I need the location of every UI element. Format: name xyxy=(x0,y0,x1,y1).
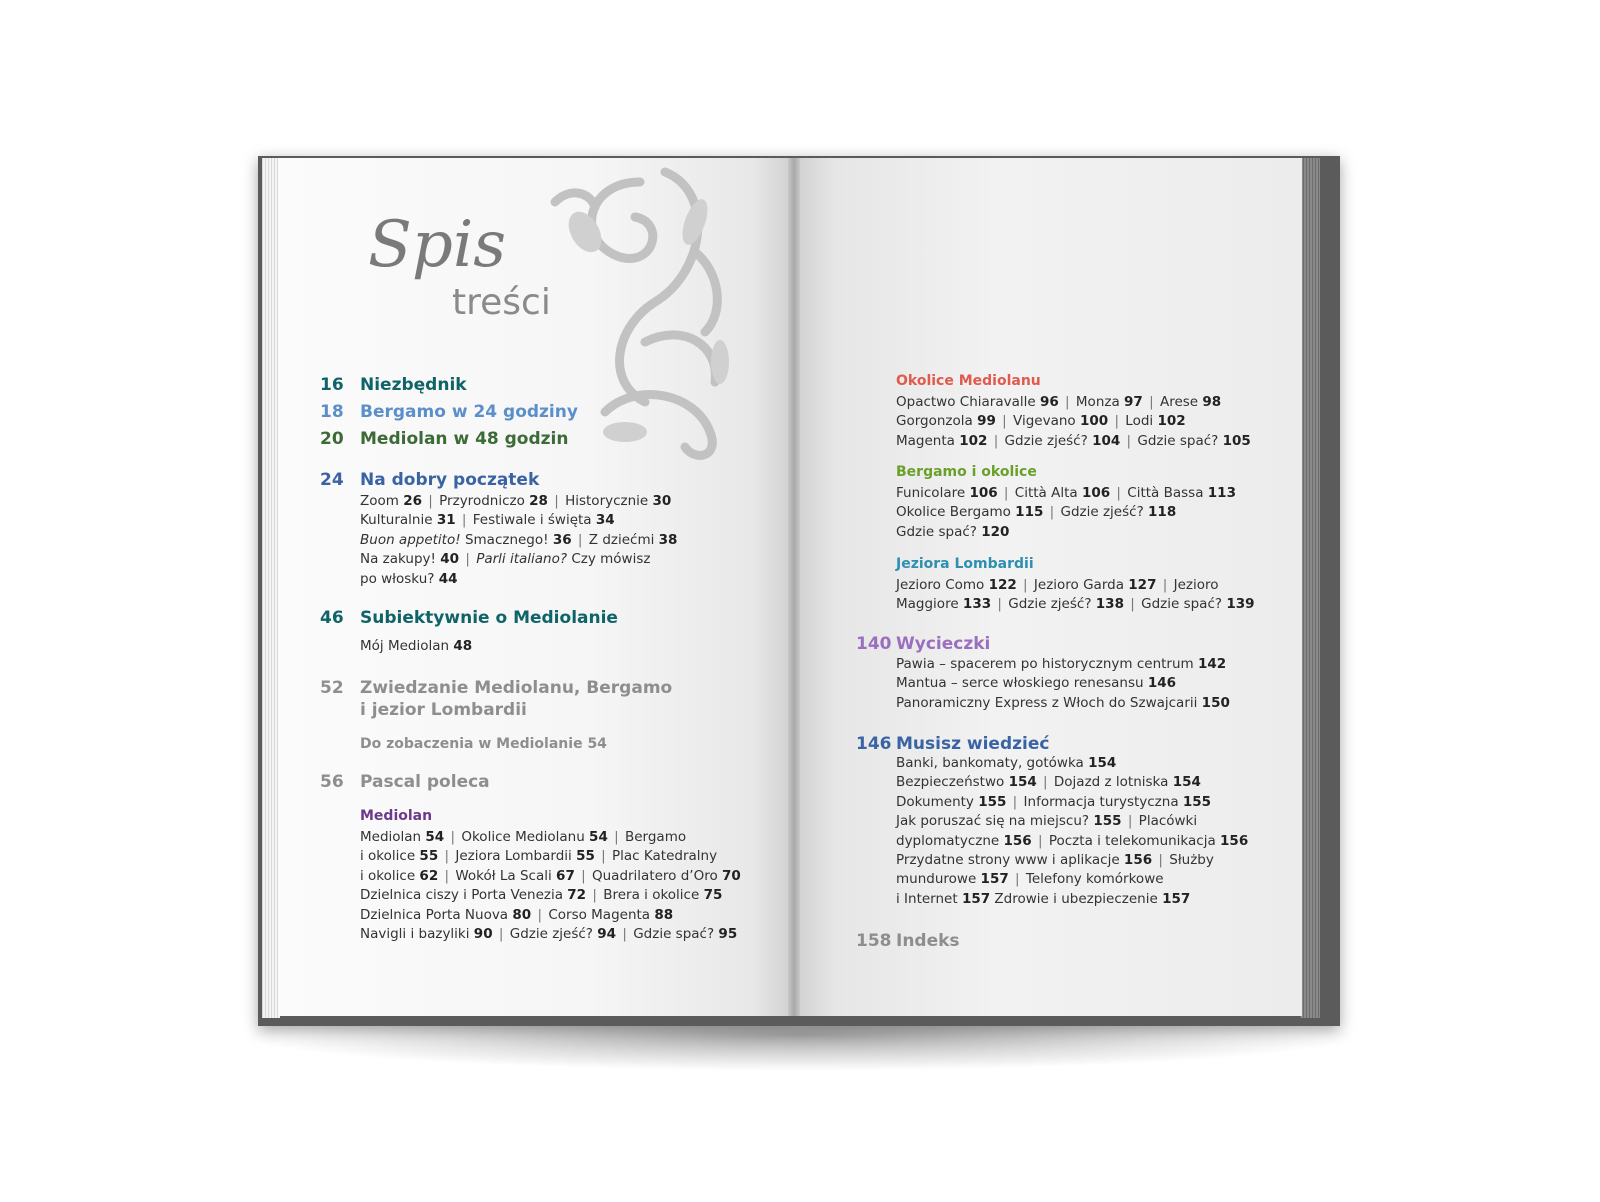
section-page-number: 140 xyxy=(856,634,892,654)
book-spine xyxy=(788,158,800,1016)
section-page-number: 16 xyxy=(320,375,344,395)
section-page-number: 56 xyxy=(320,772,344,792)
section-title-na-dobry-poczatek[interactable]: Na dobry początek xyxy=(360,470,540,490)
subsection-title-mediolan: Mediolan xyxy=(360,808,433,824)
section-page-number: 18 xyxy=(320,402,344,422)
section-title-wycieczki[interactable]: Wycieczki xyxy=(896,634,991,654)
subsection-entries-okolice: Opactwo Chiaravalle 96 | Monza 97 | Arese 98 Gorgonzola 99 | Vigevano 100 | Lodi 102 Magenta 102 | Gdzie zjeść? 104 | Gdzie spać? 105 xyxy=(896,394,1251,449)
section-title-pascal-poleca[interactable]: Pascal poleca xyxy=(360,772,490,792)
section-title-zwiedzanie-line2[interactable]: i jezior Lombardii xyxy=(360,700,527,720)
toc-entry[interactable]: Parli italiano? Czy mówisz xyxy=(476,551,651,568)
subsection-entries-bergamo: Funicolare 106 | Città Alta 106 | Città Bassa 113 Okolice Bergamo 115 | Gdzie zjeść? 118 Gdzie spać? 120 xyxy=(896,485,1236,540)
section-entries-na-dobry-poczatek: Zoom 26 | Przyrodniczo 28 | Historycznie 30 Kulturalnie 31 | Festiwale i święta 34 Buon appetito! Smacznego! 36 | Z dziećmi 38 Na zakupy! 40 | Parli italiano? Czy mówisz po włosku? 44 xyxy=(360,493,678,587)
section-page-number: 52 xyxy=(320,678,344,698)
toc-entry[interactable]: Festiwale i święta 34 xyxy=(472,512,615,529)
toc-title-spis: Spis xyxy=(368,208,507,282)
section-entries-wycieczki: Pawia – spacerem po historycznym centrum 142 Mantua – serce włoskiego renesansu 146 Panoramiczny Express z Włoch do Szwajcarii 150 xyxy=(896,656,1230,711)
section-page-number: 20 xyxy=(320,429,344,449)
section-entries-musisz-wiedziec: Banki, bankomaty, gotówka 154 Bezpieczeństwo 154 | Dojazd z lotniska 154 Dokumenty 155 | Informacja turystyczna 155 Jak poruszać się na miejscu? 155 | Placówki dyplomatyczne 156 | Poczta i telekomunikacja 156 Przydatne strony www i aplikacje 156 | Służby mundurowe 157 | Telefony komórkowe i Internet 157 Zdrowie i ubezpieczenie 157 xyxy=(896,755,1249,907)
section-title-bergamo-24[interactable]: Bergamo w 24 godziny xyxy=(360,402,578,422)
subsection-entries-mediolan: Mediolan 54 | Okolice Mediolanu 54 | Bergamo i okolice 55 | Jeziora Lombardii 55 | Plac Katedralny i okolice 62 | Wokół La Scali 67 | Quadrilatero d’Oro 70 Dzielnica ciszy i Porta Venezia 72 | Brera i okolice 75 Dzielnica Porta Nuova 80 | Corso Magenta 88 Navigli i bazyliki 90 | Gdzie zjeść? 94 | Gdzie spać? 95 xyxy=(360,829,741,943)
toc-entry[interactable]: Z dziećmi 38 xyxy=(588,531,678,548)
toc-entry[interactable]: po włosku? 44 xyxy=(360,570,458,587)
section-title-zwiedzanie-line1[interactable]: Zwiedzanie Mediolanu, Bergamo xyxy=(360,678,673,698)
toc-title-tresci: treści xyxy=(452,282,551,323)
flourish-ornament-icon xyxy=(545,162,745,472)
toc-entry[interactable]: Historycznie 30 xyxy=(565,493,672,509)
subsection-entries-jeziora: Jezioro Como 122 | Jezioro Garda 127 | Jezioro Maggiore 133 | Gdzie zjeść? 138 | Gdzie spać? 139 xyxy=(896,577,1255,613)
section-title-mediolan-48[interactable]: Mediolan w 48 godzin xyxy=(360,429,569,449)
section-title-indeks[interactable]: Indeks xyxy=(896,931,960,951)
toc-entry[interactable]: Buon appetito! Smacznego! 36 xyxy=(360,531,572,548)
section-title-niezbednik[interactable]: Niezbędnik xyxy=(360,375,467,395)
toc-entry-moj-mediolan[interactable]: Mój Mediolan 48 xyxy=(360,638,473,654)
subsection-title-jeziora: Jeziora Lombardii xyxy=(896,556,1034,572)
section-title-musisz-wiedziec[interactable]: Musisz wiedzieć xyxy=(896,734,1050,754)
section-page-number: 24 xyxy=(320,470,344,490)
subsection-title-bergamo: Bergamo i okolice xyxy=(896,464,1037,480)
toc-entry-do-zobaczenia[interactable]: Do zobaczenia w Mediolanie 54 xyxy=(360,736,607,752)
toc-entry[interactable]: Przyrodniczo 28 xyxy=(439,493,548,509)
toc-entry[interactable]: Kulturalnie 31 xyxy=(360,512,456,529)
section-page-number: 46 xyxy=(320,608,344,628)
section-page-number: 146 xyxy=(856,734,892,754)
toc-entry[interactable]: Na zakupy! 40 xyxy=(360,551,460,568)
page-edges-right xyxy=(1300,158,1320,1018)
subsection-title-okolice: Okolice Mediolanu xyxy=(896,373,1041,389)
section-page-number: 158 xyxy=(856,931,892,951)
section-title-subiektywnie[interactable]: Subiektywnie o Mediolanie xyxy=(360,608,618,628)
toc-entry[interactable]: Zoom 26 xyxy=(360,493,423,509)
